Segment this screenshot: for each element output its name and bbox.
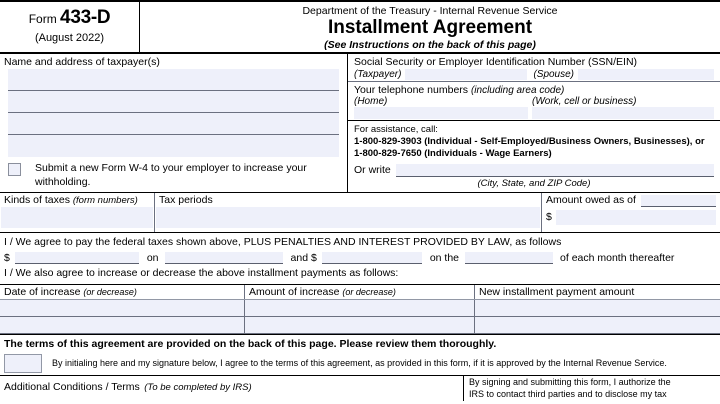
address-line-1[interactable]: [8, 69, 339, 91]
page-subtitle: (See Instructions on the back of this page): [324, 38, 536, 51]
home-phone-input[interactable]: [354, 107, 528, 119]
home-phone-label: (Home): [354, 96, 388, 107]
payment-agreement-intro: I / We agree to pay the federal taxes shown above, PLUS PENALTIES AND INTEREST PROVIDED BY LAW, as follows: [4, 236, 562, 249]
adjustment-amount-input-row2[interactable]: [245, 317, 475, 334]
taxes-section: [0, 193, 720, 233]
recurring-payment-day-input[interactable]: [465, 252, 553, 264]
tax-periods-input[interactable]: [156, 207, 540, 228]
form-revision-date: (August 2022): [34, 31, 105, 44]
additional-conditions-section: [0, 375, 720, 400]
adjustment-table-header: [0, 285, 720, 300]
kinds-of-taxes-label: [0, 193, 154, 207]
additional-conditions-cell[interactable]: [0, 376, 464, 400]
kinds-of-taxes-label-text: Kinds of taxes: [4, 194, 70, 207]
payment-agreement-section: [0, 233, 720, 283]
w4-label: Submit a new Form W-4 to your employer to increase your withholding.: [35, 162, 307, 188]
name-address-label: Name and address of taxpayer(s): [4, 56, 160, 68]
installment-adjustment-table: [0, 284, 720, 334]
or-write-label: Or write: [354, 163, 391, 176]
column-header-new-installment: [475, 285, 720, 299]
authorization-line-1: By signing and submitting this form, I authorize the: [469, 377, 671, 388]
telephone-label-row: [348, 82, 720, 96]
payment-dollar-symbol-1: $: [4, 252, 10, 265]
kinds-of-taxes-label-note: (form numbers): [72, 195, 138, 207]
telephone-sublabels: [348, 96, 720, 107]
address-line-2[interactable]: [8, 91, 339, 113]
first-payment-date-input[interactable]: [165, 252, 283, 264]
or-write-row: [348, 162, 720, 177]
assistance-phone-business: 1-800-829-3903 (Individual - Self-Employed/Business Owners, Businesses), or: [354, 135, 705, 147]
tax-periods-label: Tax periods: [159, 194, 213, 207]
issuing-agency: Department of the Treasury - Internal Revenue Service: [302, 5, 558, 17]
column-header-date-label: Date of increase: [4, 285, 81, 298]
payment-schedule-row: [4, 252, 716, 264]
payment-on-the-label: on the: [429, 252, 460, 265]
form-header: [0, 0, 720, 54]
first-payment-amount-input[interactable]: [15, 252, 139, 264]
column-header-amount-label: Amount of increase: [249, 285, 340, 298]
taxpayer-ssn-input[interactable]: [405, 69, 527, 80]
or-write-input[interactable]: [396, 164, 714, 177]
tax-periods-cell: [155, 193, 542, 232]
page-title: Installment Agreement: [327, 17, 533, 39]
payment-on-label: on: [146, 252, 159, 265]
adjustment-new-amount-input-row1[interactable]: [475, 300, 720, 317]
initialing-row: [0, 353, 720, 375]
assistance-section: [348, 121, 720, 162]
adjustment-date-input-row1[interactable]: [0, 300, 245, 317]
telephone-section: [348, 82, 720, 121]
amount-owed-value-row: [542, 210, 720, 225]
adjustment-date-input-row2[interactable]: [0, 317, 245, 334]
adjustment-amount-input-row1[interactable]: [245, 300, 475, 317]
w4-checkbox[interactable]: [8, 163, 21, 176]
column-header-new-installment-label: New installment payment amount: [479, 285, 635, 298]
spouse-ssn-input[interactable]: [578, 69, 714, 80]
payment-thereafter-label: of each month thereafter: [560, 252, 675, 265]
w4-option-row[interactable]: [0, 157, 347, 192]
telephone-label-note: (including area code): [470, 85, 565, 96]
authorization-cell: [464, 376, 720, 400]
additional-conditions-label: Additional Conditions / Terms: [4, 381, 140, 394]
telephone-label: Your telephone numbers: [354, 84, 469, 96]
column-header-amount-of-increase: [245, 285, 475, 299]
table-row: [0, 317, 720, 334]
form-label: Form: [28, 12, 57, 27]
adjustment-intro: I / We also agree to increase or decrease the above installment payments as follows:: [4, 267, 399, 280]
kinds-of-taxes-cell: [0, 193, 155, 232]
amount-owed-date-input[interactable]: [641, 195, 716, 207]
work-phone-input[interactable]: [532, 107, 714, 119]
ssn-inputs-row: [348, 68, 720, 81]
column-header-date-of-increase: [0, 285, 245, 299]
identification-column: [348, 54, 720, 192]
form-number-line: [29, 8, 111, 29]
authorization-line-2: IRS to contact third parties and to disclose my tax: [469, 388, 667, 399]
amount-owed-date-row: [542, 193, 720, 207]
assistance-phone-wage: 1-800-829-7650 (Individuals - Wage Earners): [354, 148, 552, 160]
taxpayer-ssn-label: (Taxpayer): [354, 69, 402, 80]
payment-and-dollar-label: and $: [290, 252, 317, 265]
terms-notice-bar: [0, 334, 720, 354]
column-header-amount-note: (or decrease): [342, 286, 396, 297]
amount-owed-cell: [542, 193, 720, 232]
table-row: [0, 300, 720, 317]
ssn-label: Social Security or Employer Identification Number (SSN/EIN): [354, 56, 638, 68]
initials-input[interactable]: [4, 354, 42, 373]
taxpayer-column: [0, 54, 348, 192]
work-phone-label: (Work, cell or business): [532, 96, 637, 107]
recurring-payment-amount-input[interactable]: [322, 252, 422, 264]
adjustment-new-amount-input-row2[interactable]: [475, 317, 720, 334]
city-state-zip-label: (City, State, and ZIP Code): [477, 177, 591, 189]
address-line-3[interactable]: [8, 113, 339, 135]
ssn-section: [348, 54, 720, 82]
amount-owed-input[interactable]: [556, 210, 716, 225]
form-identity-block: [0, 2, 140, 52]
initialing-statement: By initialing here and my signature below, I agree to the terms of this agreement, as provided in this form, if it is approved by the Internal Revenue Service.: [52, 358, 667, 369]
assistance-intro: For assistance, call:: [354, 124, 438, 135]
spouse-ssn-label: (Spouse): [533, 69, 575, 80]
column-header-date-note: (or decrease): [83, 286, 137, 297]
amount-owed-label: Amount owed as of: [546, 194, 636, 207]
telephone-inputs-row: [348, 107, 720, 120]
additional-conditions-note: (To be completed by IRS): [144, 382, 252, 394]
taxpayer-identification-block: [0, 54, 720, 193]
address-line-4[interactable]: [8, 135, 339, 157]
form-number: 433-D: [60, 7, 111, 29]
terms-notice: The terms of this agreement are provided on the back of this page. Please review them thoroughly.: [4, 337, 497, 350]
currency-symbol: $: [546, 211, 552, 224]
form-title-block: [140, 2, 720, 52]
kinds-of-taxes-input[interactable]: [1, 207, 153, 228]
